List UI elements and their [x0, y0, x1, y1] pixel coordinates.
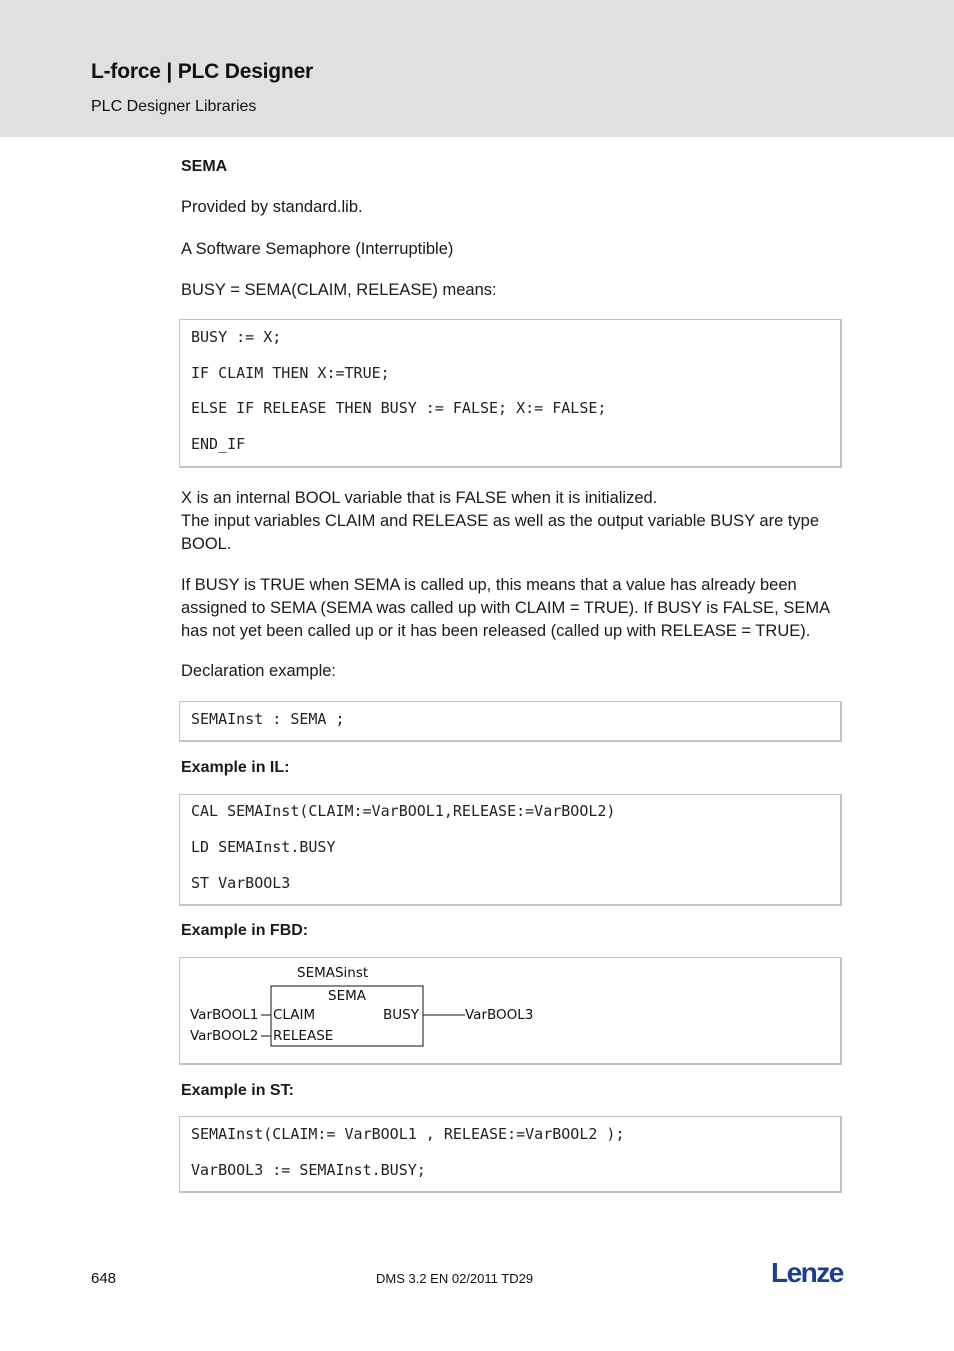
code-line: VarBOOL3 := SEMAInst.BUSY;: [191, 1161, 426, 1179]
document-id: DMS 3.2 EN 02/2011 TD29: [376, 1271, 534, 1286]
code-block-st: [179, 1116, 842, 1193]
fbd-input-var: VarBOOL1: [190, 1007, 259, 1023]
paragraph-line: assigned to SEMA (SEMA was called up with CLAIM = TRUE). If BUSY is FALSE, SEMA: [181, 599, 831, 617]
fbd-output-var: VarBOOL3: [465, 1007, 534, 1023]
paragraph-busy: [181, 574, 830, 643]
paragraph-line: has not yet been called up or it has been released (called up with RELEASE = TRUE).: [181, 622, 811, 640]
fbd-block-name: SEMA: [328, 988, 366, 1004]
code-line: IF CLAIM THEN X:=TRUE;: [191, 364, 390, 382]
header-title: L-force | PLC Designer: [91, 60, 314, 83]
fbd-input-var: VarBOOL2: [190, 1028, 259, 1044]
code-line: SEMAInst : SEMA ;: [191, 710, 345, 728]
means-text: BUSY = SEMA(CLAIM, RELEASE) means:: [181, 281, 497, 299]
header-subtitle: PLC Designer Libraries: [91, 98, 257, 115]
fbd-input-pin: RELEASE: [273, 1028, 334, 1044]
code-block-declaration: [179, 701, 842, 742]
il-example-label: Example in IL:: [181, 759, 290, 776]
fbd-input-pin: CLAIM: [273, 1007, 316, 1023]
code-line: ST VarBOOL3: [191, 874, 291, 892]
lenze-logo: Lenze: [771, 1257, 843, 1288]
paragraph-line: X is an internal BOOL variable that is FALSE when it is initialized.: [181, 489, 658, 507]
section-title: SEMA: [181, 158, 228, 175]
fbd-output-pin: BUSY: [383, 1007, 419, 1023]
code-line: BUSY := X;: [191, 328, 282, 346]
st-example-label: Example in ST:: [181, 1082, 294, 1099]
paragraph-line: If BUSY is TRUE when SEMA is called up, this means that a value has already been: [181, 576, 797, 594]
code-line: ELSE IF RELEASE THEN BUSY := FALSE; X:= FALSE;: [191, 399, 607, 417]
paragraph-variables: [181, 487, 819, 556]
paragraph-line: The input variables CLAIM and RELEASE as well as the output variable BUSY are type: [181, 512, 820, 530]
code-line: SEMAInst(CLAIM:= VarBOOL1 , RELEASE:=VarBOOL2 );: [191, 1125, 625, 1143]
code-line: END_IF: [191, 435, 246, 453]
provided-text: Provided by standard.lib.: [181, 198, 363, 216]
code-block-il: [179, 794, 842, 906]
page-header: [0, 0, 954, 137]
page-number: 648: [91, 1270, 117, 1287]
fbd-instance-name: SEMASinst: [297, 965, 369, 981]
declaration-label: Declaration example:: [181, 662, 336, 680]
paragraph-line: BOOL.: [181, 535, 232, 553]
fbd-diagram: [179, 957, 842, 1065]
code-line: CAL SEMAInst(CLAIM:=VarBOOL1,RELEASE:=VarBOOL2): [191, 802, 616, 820]
description-text: A Software Semaphore (Interruptible): [181, 240, 454, 258]
fbd-example-label: Example in FBD:: [181, 922, 309, 939]
code-line: LD SEMAInst.BUSY: [191, 838, 336, 856]
code-block-definition: [179, 319, 842, 468]
